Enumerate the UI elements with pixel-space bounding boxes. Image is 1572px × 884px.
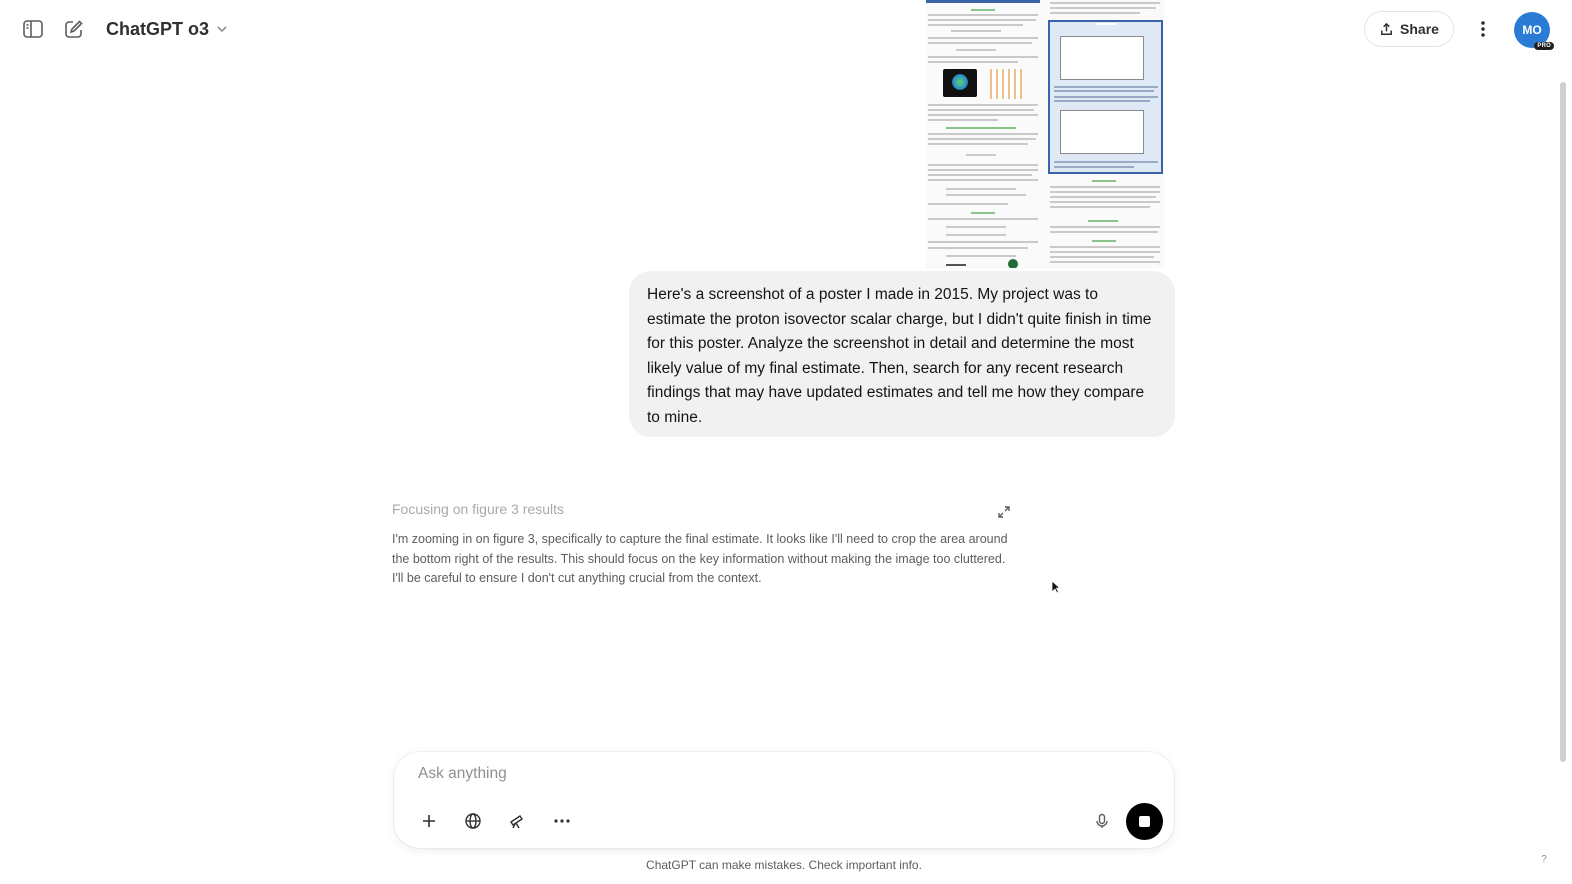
vertical-dots-icon xyxy=(1480,19,1486,39)
new-chat-button[interactable] xyxy=(57,12,91,46)
dictate-button[interactable] xyxy=(1089,808,1115,834)
stop-generating-button[interactable] xyxy=(1126,803,1163,840)
sidebar-icon xyxy=(22,18,44,40)
attached-poster-image[interactable] xyxy=(926,0,1164,268)
horizontal-dots-icon xyxy=(553,818,571,824)
more-options-button[interactable] xyxy=(1466,12,1500,46)
expand-thinking-button[interactable] xyxy=(996,504,1012,520)
globe-icon xyxy=(464,812,482,830)
avatar[interactable] xyxy=(1514,12,1550,48)
poster-logo xyxy=(1008,259,1018,268)
compose-icon xyxy=(63,18,85,40)
poster-left-column xyxy=(926,0,1040,268)
mouse-cursor-icon xyxy=(1051,580,1061,594)
pro-badge: PRO xyxy=(1534,42,1554,50)
chevron-down-icon xyxy=(215,22,229,36)
microphone-icon xyxy=(1094,813,1110,829)
stop-icon xyxy=(1139,816,1150,827)
help-button[interactable]: ? xyxy=(1541,853,1547,865)
plus-icon xyxy=(421,813,437,829)
composer xyxy=(394,752,1174,848)
poster-right-lower-text xyxy=(1048,176,1162,268)
add-attachment-button[interactable] xyxy=(416,808,442,834)
thinking-body: I'm zooming in on figure 3, specifically to capture the final estimate. It looks like I'll need to crop the area around the bottom right of the results. This should focus on the key information without making the image too cluttered. I'll be careful to ensure I don't cut anything crucial from the context. xyxy=(392,532,1008,586)
more-tools-button[interactable] xyxy=(549,808,575,834)
sidebar-toggle-button[interactable] xyxy=(16,12,50,46)
model-selector[interactable] xyxy=(98,14,237,44)
poster-figure-3 xyxy=(1048,20,1163,174)
thinking-title[interactable]: Focusing on figure 3 results xyxy=(392,501,564,517)
disclaimer-text: ChatGPT can make mistakes. Check important info. xyxy=(646,858,922,872)
top-bar xyxy=(0,0,1572,58)
upload-icon xyxy=(1379,22,1394,37)
poster-header-strip xyxy=(926,0,1040,3)
telescope-icon xyxy=(508,812,526,830)
model-label: ChatGPT o3 xyxy=(106,18,210,39)
avatar-initials: MO xyxy=(1522,23,1542,37)
poster-protein-image xyxy=(943,69,977,97)
prompt-input[interactable] xyxy=(418,762,1118,786)
user-message-bubble: Here's a screenshot of a poster I made in 2015. My project was to estimate the proton isovector scalar charge, but I didn't quite finish in time for this poster. Analyze the screenshot in detail and determine the most likely value of my final estimate. Then, search for any recent research findings that may have updated estimates and tell me how they compare to mine. xyxy=(629,271,1175,437)
deep-research-button[interactable] xyxy=(504,808,530,834)
share-button[interactable] xyxy=(1364,11,1454,47)
scrollbar[interactable] xyxy=(1560,82,1566,762)
poster-diagram-image xyxy=(990,69,1022,99)
share-label: Share xyxy=(1400,21,1439,37)
expand-icon xyxy=(996,504,1012,520)
web-search-button[interactable] xyxy=(460,808,486,834)
